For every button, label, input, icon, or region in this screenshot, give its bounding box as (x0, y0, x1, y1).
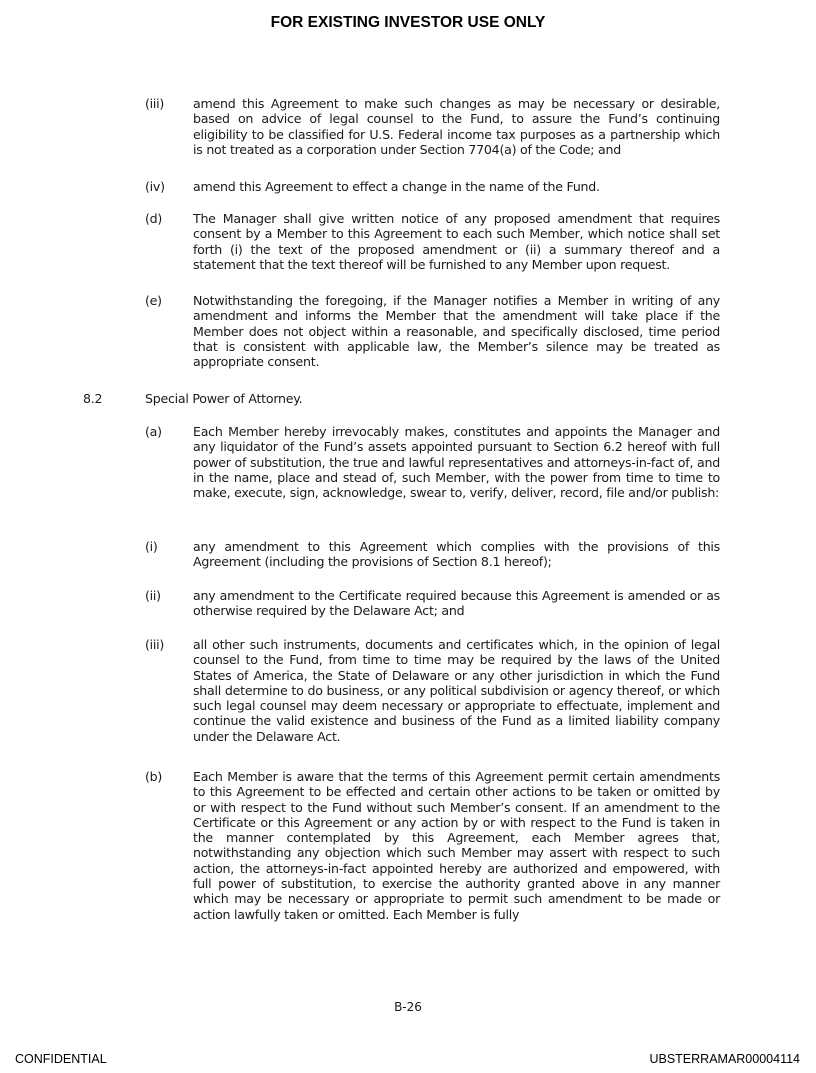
paragraph-text: The Manager shall give written notice of any proposed amendment that requires consent by a Member to this Agreement to each such Member, which notice shall set forth (i) the text of the proposed amendment or (ii) a summary thereof and a statement that the text thereof will be furnished to any Member upon request. (193, 211, 720, 272)
paragraph-text: any amendment to this Agreement which complies with the provisions of this Agreement (including the provisions of Section 8.1 hereof); (193, 539, 720, 570)
item-number: (i) (145, 539, 158, 554)
confidential-label: CONFIDENTIAL (15, 1052, 107, 1066)
item-number: (e) (145, 293, 162, 308)
item-number: (d) (145, 211, 163, 226)
item-number: (iii) (145, 96, 165, 111)
paragraph-text: amend this Agreement to effect a change in the name of the Fund. (193, 179, 600, 194)
item-number: (iii) (145, 637, 165, 652)
page-header: FOR EXISTING INVESTOR USE ONLY (270, 14, 546, 31)
section-number: 8.2 (83, 391, 103, 406)
item-number: (iv) (145, 179, 165, 194)
paragraph-text: any amendment to the Certificate required because this Agreement is amended or as otherwise required by the Delaware Act; and (193, 588, 720, 619)
bates-number: UBSTERRAMAR00004114 (649, 1052, 800, 1066)
item-number: (ii) (145, 588, 161, 603)
paragraph-text: Each Member is aware that the terms of this Agreement permit certain amendments to this Agreement to be effected and certain other actions to be taken or omitted by or with respect to the Fund without such Member’s consent. If an amendment to the Certificate or this Agreement or any action by or with respect to the Fund is taken in the manner contemplated by this Agreement, each Member agrees that, notwithstanding any objection which such Member may assert with respect to such action, the attorneys-in-fact appointed hereby are authorized and empowered, with full power of substitution, to exercise the authority granted above in any manner which may be necessary or appropriate to permit such amendment to be made or action lawfully taken or omitted. Each Member is fully (193, 769, 720, 922)
item-number: (a) (145, 424, 162, 439)
section-title: Special Power of Attorney. (145, 391, 303, 406)
paragraph-text: Notwithstanding the foregoing, if the Manager notifies a Member in writing of any amendment and informs the Member that the amendment will take place if the Member does not object within a reasonable, and specifically disclosed, time period that is consistent with applicable law, the Member’s silence may be treated as appropriate consent. (193, 293, 720, 370)
paragraph-text: Each Member hereby irrevocably makes, constitutes and appoints the Manager and any liquidator of the Fund’s assets appointed pursuant to Section 6.2 hereof with full power of substitution, the true and lawful representatives and attorneys-in-fact of, and in the name, place and stead of, such Member, with the power from time to time to make, execute, sign, acknowledge, swear to, verify, deliver, record, file and/or publish: (193, 424, 720, 501)
page-number: B-26 (394, 1000, 422, 1014)
item-number: (b) (145, 769, 163, 784)
paragraph-text: amend this Agreement to make such changes as may be necessary or desirable, based on advice of legal counsel to the Fund, to assure the Fund’s continuing eligibility to be classified for U.S. Federal income tax purposes as a partnership which is not treated as a corporation under Section 7704(a) of the Code; and (193, 96, 720, 157)
paragraph-text: all other such instruments, documents and certificates which, in the opinion of legal counsel to the Fund, from time to time may be required by the laws of the United States of America, the State of Delaware or any other jurisdiction in which the Fund shall determine to do business, or any political subdivision or agency thereof, or which such legal counsel may deem necessary or appropriate to effectuate, implement and continue the valid existence and business of the Fund as a limited liability company under the Delaware Act. (193, 637, 720, 744)
